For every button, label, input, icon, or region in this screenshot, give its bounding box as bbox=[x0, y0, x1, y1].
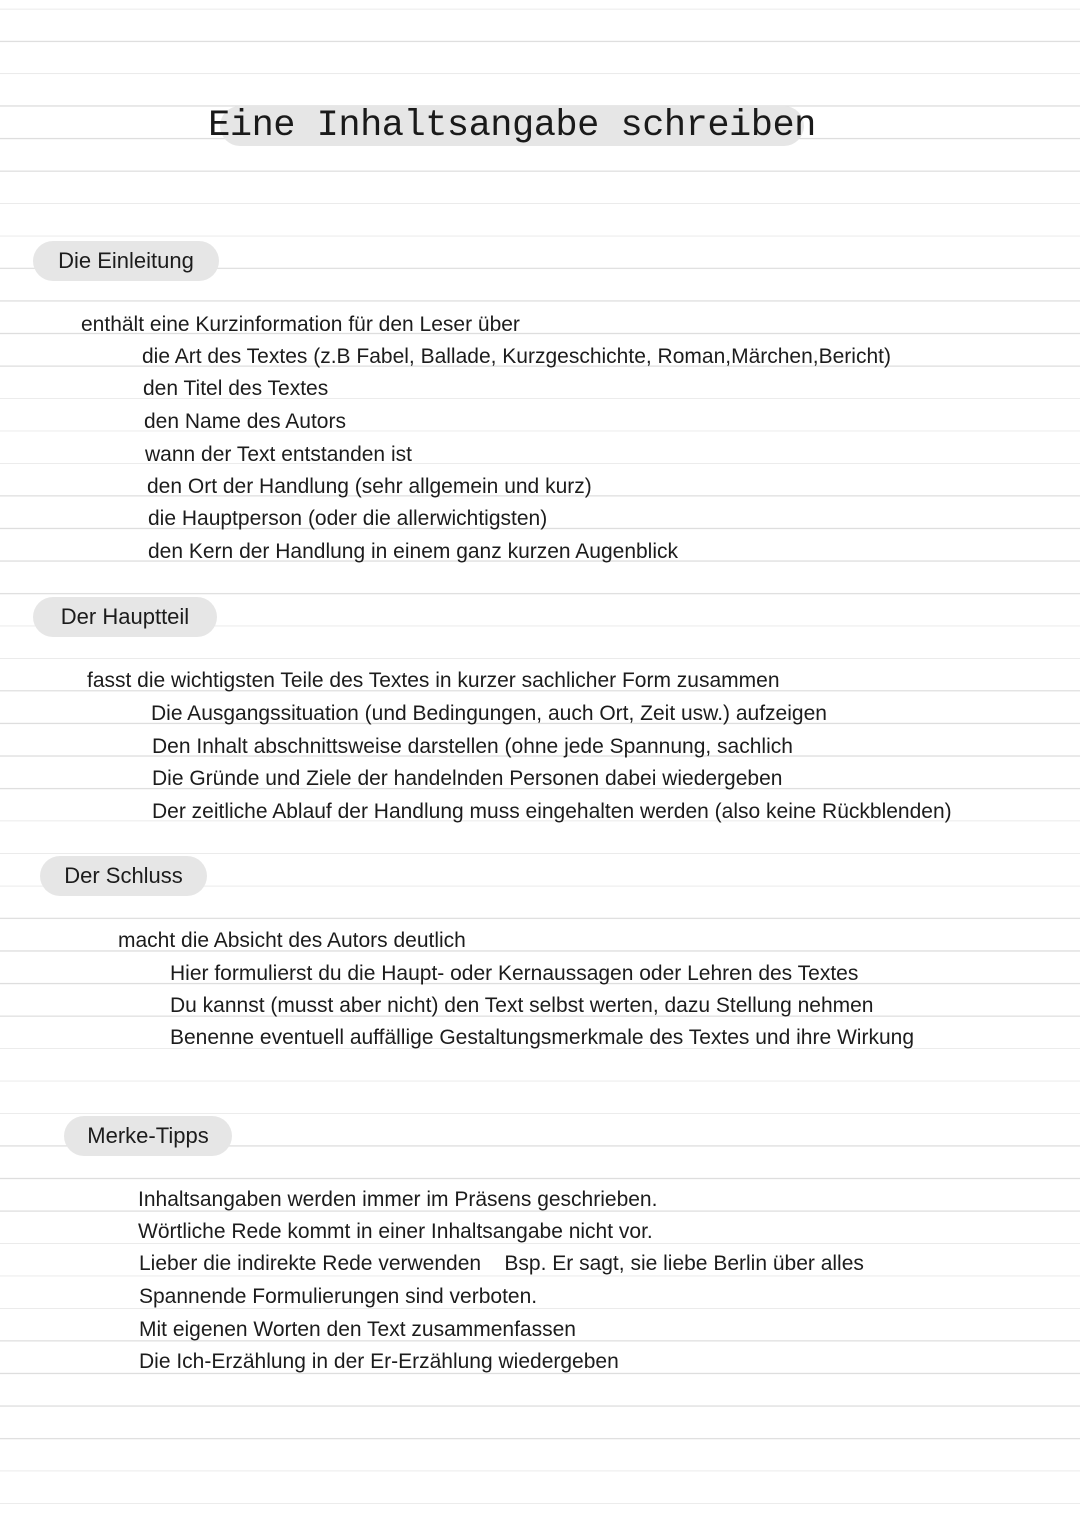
list-item: Hier formulierst du die Haupt- oder Kernaussagen oder Lehren des Textes bbox=[170, 962, 859, 985]
section-heading-merke-tipps: Merke-Tipps bbox=[64, 1116, 232, 1156]
section-intro-schluss: macht die Absicht des Autors deutlich bbox=[118, 929, 466, 952]
list-item: Die Ausgangssituation (und Bedingungen, auch Ort, Zeit usw.) aufzeigen bbox=[151, 702, 827, 725]
page-title: Eine Inhaltsangabe schreiben bbox=[208, 105, 816, 147]
list-item: den Titel des Textes bbox=[143, 377, 329, 400]
list-item: Wörtliche Rede kommt in einer Inhaltsangabe nicht vor. bbox=[138, 1220, 653, 1243]
list-item: Lieber die indirekte Rede verwenden Bsp. Er sagt, sie liebe Berlin über alles bbox=[139, 1252, 864, 1275]
list-item: Benenne eventuell auffällige Gestaltungsmerkmale des Textes und ihre Wirkung bbox=[170, 1026, 914, 1049]
section-heading-hauptteil: Der Hauptteil bbox=[33, 597, 217, 637]
list-item: den Ort der Handlung (sehr allgemein und kurz) bbox=[147, 475, 592, 498]
list-item: die Art des Textes (z.B Fabel, Ballade, Kurzgeschichte, Roman,Märchen,Bericht) bbox=[142, 345, 891, 368]
section-intro-hauptteil: fasst die wichtigsten Teile des Textes in kurzer sachlicher Form zusammen bbox=[87, 669, 780, 692]
list-item: Mit eigenen Worten den Text zusammenfassen bbox=[139, 1318, 576, 1341]
list-item: Du kannst (musst aber nicht) den Text selbst werten, dazu Stellung nehmen bbox=[170, 994, 874, 1017]
list-item: den Name des Autors bbox=[144, 410, 346, 433]
list-item: Der zeitliche Ablauf der Handlung muss eingehalten werden (also keine Rückblenden) bbox=[152, 800, 952, 823]
list-item: Den Inhalt abschnittsweise darstellen (ohne jede Spannung, sachlich bbox=[152, 735, 793, 758]
list-item: Inhaltsangaben werden immer im Präsens geschrieben. bbox=[138, 1188, 658, 1211]
list-item: Die Gründe und Ziele der handelnden Personen dabei wiedergeben bbox=[152, 767, 783, 790]
list-item: wann der Text entstanden ist bbox=[145, 443, 412, 466]
section-heading-schluss: Der Schluss bbox=[40, 856, 207, 896]
list-item: die Hauptperson (oder die allerwichtigsten) bbox=[148, 507, 548, 530]
list-item: den Kern der Handlung in einem ganz kurzen Augenblick bbox=[148, 540, 679, 563]
section-intro-einleitung: enthält eine Kurzinformation für den Leser über bbox=[81, 313, 520, 336]
section-heading-einleitung: Die Einleitung bbox=[33, 241, 219, 281]
list-item: Spannende Formulierungen sind verboten. bbox=[139, 1285, 538, 1308]
list-item: Die Ich-Erzählung in der Er-Erzählung wiedergeben bbox=[139, 1350, 619, 1373]
